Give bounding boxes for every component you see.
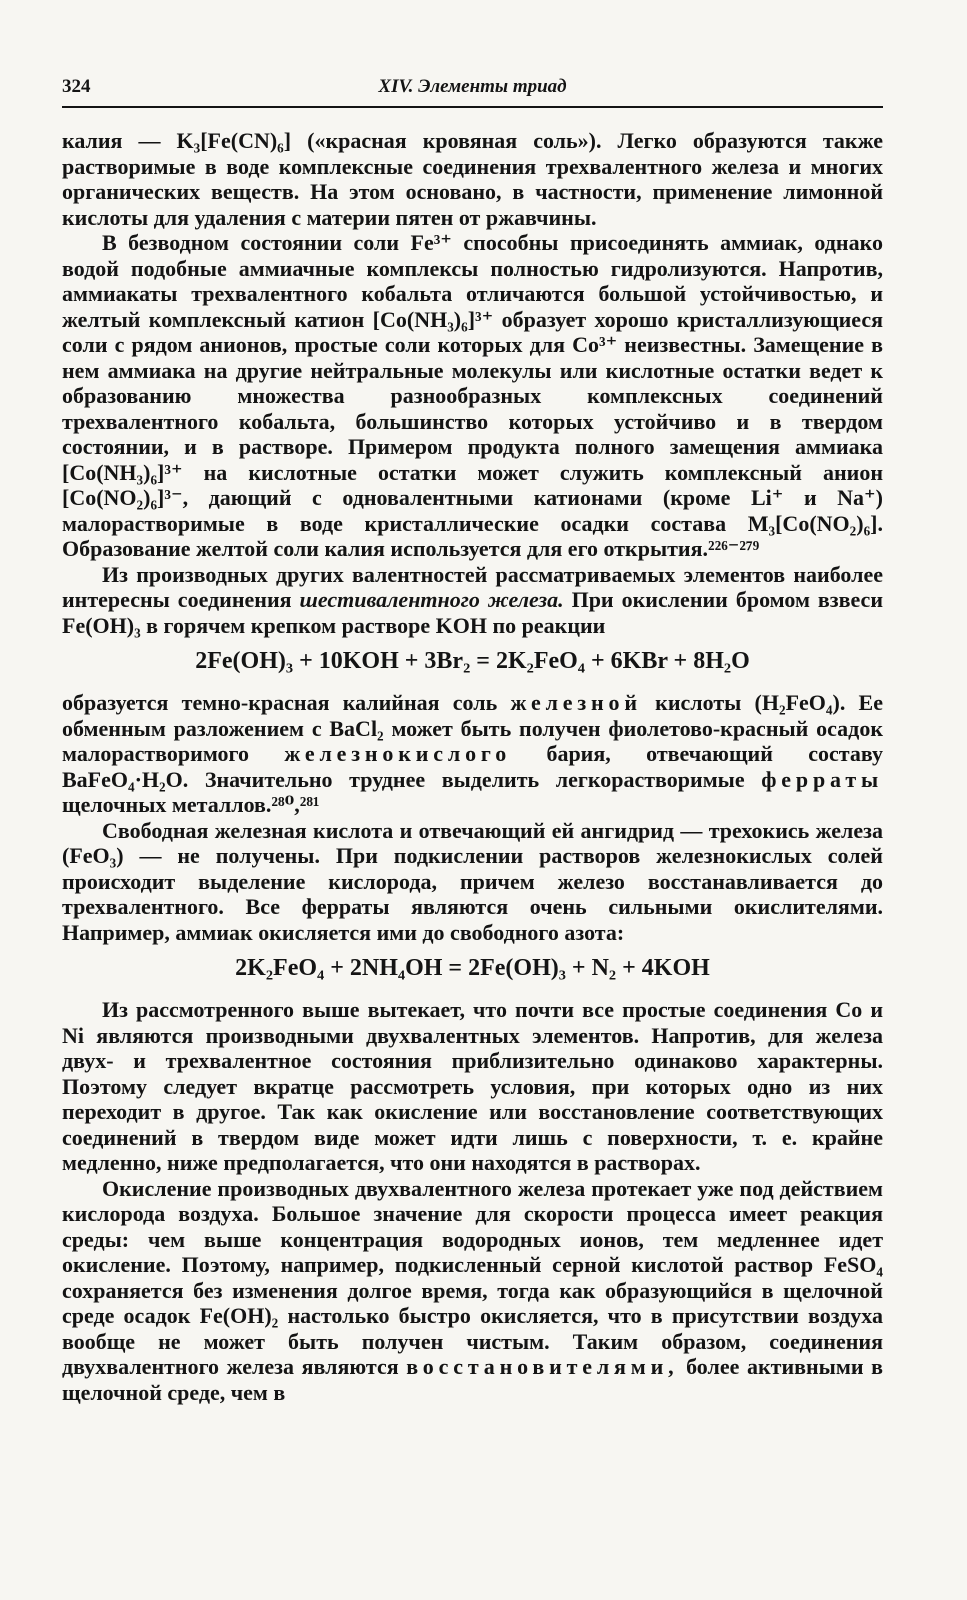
paragraph-7-text-a: Окисление производных двухвалентного железа протекает уже под действием кислорода воздуха. Большое значение для скорости процесса имеет реакция среды: чем выше концентрация водородных ионов, тем медленнее идет окисление. Поэтому, например, подкисленный серной кислотой раствор FeSO₄ сохраняется без изменения долгое время, тогда как образующийся в щелочной среде осадок Fe(OH)₂ настолько быстро окисляется, что в присутствии воздуха вообще не может быть получен чистым. Таким образом, соединения двухвалентного железа являются bbox=[62, 1175, 883, 1379]
paragraph-7-text-b: более активными в щелочной среде, чем в bbox=[62, 1354, 883, 1405]
running-header bbox=[62, 76, 883, 108]
paragraph-3-emphasis: шестивалентного железа. bbox=[299, 587, 564, 612]
paragraph-2: В безводном состоянии соли Fe³⁺ способны присоединять аммиак, однако водой подобные аммиачные комплексы полностью гидролизуются. Напротив, аммиакаты трехвалентного кобальта отличаются большой устойчивостью, и желтый комплексный катион [Co(NH₃)₆]³⁺ образует хорошо кристаллизующиеся соли с рядом анионов, простые соли которых для Co³⁺ неизвестны. Замещение в нем аммиака на другие нейтральные молекулы или кислотные остатки ведет к образованию множества разнообразных комплексных соединений трехвалентного кобальта, большинство которых устойчиво и в твердом состоянии, и в растворе. Примером продукта полного замещения аммиака [Co(NH₃)₆]³⁺ на кислотные остатки может служить комплексный анион [Co(NO₂)₆]³⁻, дающий с одновалентными катионами (кроме Li⁺ и Na⁺) малорастворимые в воде кристаллические осадки состава M₃[Co(NO₂)₆]. Образование желтой соли калия используется для его открытия.²²⁶⁻²⁷⁹ bbox=[62, 230, 883, 561]
paragraph-3-text-a: Из производных других валентностей рассматриваемых элементов наиболее интересны соединения bbox=[62, 561, 883, 612]
paragraph-4-text-d: щелочных металлов.²⁸⁰,²⁸¹ bbox=[62, 792, 320, 817]
paragraph-4-spaced-3: ферраты bbox=[761, 766, 883, 792]
paragraph-4-text-c: бария, отвечающий составу BaFeO₄·H₂O. Значительно труднее выделить легкорастворимые bbox=[62, 741, 883, 792]
paragraph-4-text-b: кислоты (H₂FeO₄). Ее обменным разложением с BaCl₂ может быть получен фиолетово-красный осадок малорастворимого bbox=[62, 690, 883, 766]
paragraph-6: Из рассмотренного выше вытекает, что почти все простые соединения Co и Ni являются производными двухвалентных элементов. Напротив, для железа двух- и трехвалентное состояния приблизительно одинаково характерны. Поэтому следует вкратце рассмотреть условия, при которых одно из них переходит в другое. Так как окисление или восстановление соответствующих соединений в твердом виде может идти лишь с поверхности, т. е. крайне медленно, ниже предполагается, что они находятся в растворах. bbox=[62, 997, 883, 1175]
equation-ammonia-oxidation: 2K₂FeO₄ + 2NH₄OH = 2Fe(OH)₃ + N₂ + 4KOH bbox=[235, 955, 710, 981]
paragraph-5: Свободная железная кислота и отвечающий ей ангидрид — трехокись железа (FeO₃) — не получены. При подкислении растворов железнокислых солей происходит выделение кислорода, причем железо восстанавливается до трехвалентного. Все ферраты являются очень сильными окислителями. Например, аммиак окисляется ими до свободного азота: bbox=[62, 817, 883, 945]
paragraph-3 bbox=[62, 562, 883, 639]
paragraph-4 bbox=[62, 690, 883, 818]
paragraph-4-spaced-1: железной bbox=[510, 690, 642, 715]
section-title: XIV. Элементы триад bbox=[378, 76, 567, 97]
paragraph-4-text-a: образуется темно-красная калийная соль bbox=[62, 690, 511, 715]
paragraph-4-spaced-2: железнокислого bbox=[284, 741, 512, 766]
equation-ferrate-synthesis: 2Fe(OH)₃ + 10KOH + 3Br₂ = 2K₂FeO₄ + 6KBr + 8H₂O bbox=[195, 648, 750, 674]
paragraph-1: калия — K₃[Fe(CN)₆] («красная кровяная соль»). Легко образуются также растворимые в воде комплексные соединения трехвалентного железа и многих органических веществ. На этом основано, в частности, применение лимонной кислоты для удаления с материи пятен от ржавчины. bbox=[62, 128, 883, 230]
paragraph-7-spaced: восстановителями, bbox=[406, 1354, 679, 1379]
paragraph-3-text-b: При окислении бромом взвеси Fe(OH)₃ в горячем крепком растворе KOH по реакции bbox=[62, 587, 883, 638]
page-number: 324 bbox=[62, 76, 91, 97]
paragraph-7 bbox=[62, 1176, 883, 1406]
body-text bbox=[62, 128, 883, 1405]
